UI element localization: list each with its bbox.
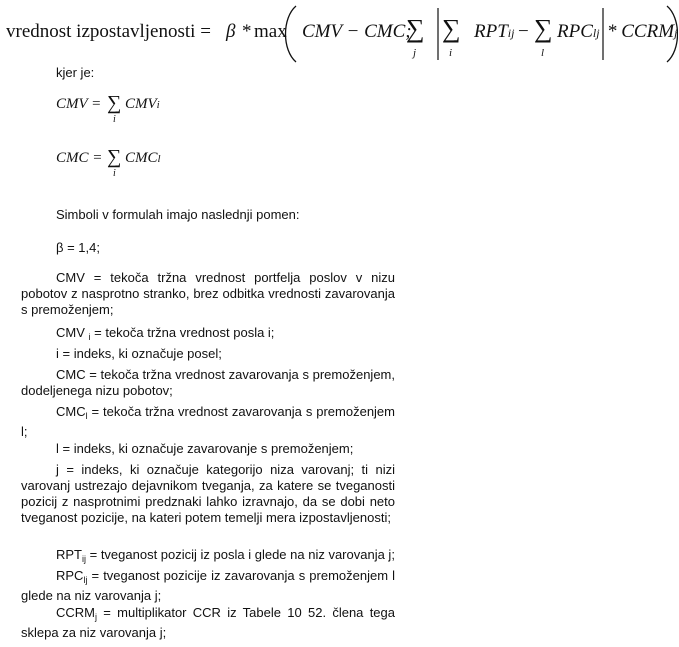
- formula-max: max: [254, 21, 287, 42]
- formula-rpc: RPClj: [557, 21, 600, 42]
- cmc-formula-rhs: CMCl: [125, 150, 161, 166]
- sum-i-index: i: [449, 47, 453, 59]
- def-cmc: CMC = tekoča tržna vrednost zavarovanja s premoženjem, dodeljenega nizu pobotov;: [21, 367, 395, 398]
- sum-j-sign: ∑: [406, 14, 425, 43]
- cmc-sum-sign: ∑: [107, 146, 122, 168]
- def-cmc-l: $CMC_l$ = tekoča tržna vrednost zavarovanja s premoženjem l;: [21, 404, 395, 439]
- def-cmv: CMV = tekoča tržna vrednost portfelja poslov v nizu pobotov z nasprotno stranko, brez odbitka vrednosti zavarovanja s premoženjem;: [21, 270, 395, 317]
- def-ccrm: $CCRM_j$ = multiplikator CCR iz Tabele 10 52. člena tega sklepa za niz varovanja j;: [21, 605, 395, 640]
- def-l: l = indeks, ki označuje zavarovanje s premoženjem;: [56, 441, 354, 456]
- cmv-formula-rhs: CMVi: [125, 96, 160, 112]
- cmc-formula-lhs: CMC =: [56, 150, 103, 166]
- def-rpt: $RPT_{ij}$ = tveganost pozicij iz posla i glede na niz varovanja j;: [56, 547, 395, 564]
- cmv-sum-index: i: [113, 114, 116, 125]
- formula-star: *: [242, 21, 252, 42]
- def-i: i = indeks, ki označuje posel;: [56, 346, 222, 361]
- main-formula: [6, 4, 678, 64]
- left-paren: [286, 6, 297, 62]
- formula-beta: β: [226, 21, 236, 42]
- sum-j-index: j: [413, 47, 417, 59]
- formula-cmv-cmc: CMV − CMC;: [302, 21, 412, 42]
- def-j: j = indeks, ki označuje kategorijo niza varovanj; ti nizi varovanj ustrezajo dejavnikom tveganja, za katere se tveganosti pozicij z nasprotnimi predznaki lahko izravnajo, da se dobi neto tveganost pozicije, na kateri potem temelji mera izpostavljenosti;: [21, 462, 395, 525]
- formula-rpt: RPTij: [474, 21, 515, 42]
- formula-lhs: vrednost izpostavljenosti =: [6, 21, 211, 42]
- sum-l-index: l: [541, 47, 545, 59]
- kjer-label: kjer je:: [56, 65, 95, 80]
- formula-minus: −: [518, 21, 529, 42]
- sum-i-sign: ∑: [442, 14, 461, 43]
- def-rpc: $RPC_{lj}$ = tveganost pozicije iz zavarovanja s premoženjem l glede na niz varovanja j;: [21, 568, 395, 603]
- def-cmv-i: CMV $_i$ = tekoča tržna vrednost posla i;: [56, 325, 275, 342]
- beta-definition: β = 1,4;: [56, 240, 100, 255]
- cmv-sum-sign: ∑: [107, 92, 122, 114]
- sum-l-sign: ∑: [534, 14, 553, 43]
- cmv-formula-lhs: CMV =: [56, 96, 102, 112]
- symbols-intro: Simboli v formulah imajo naslednji pomen:: [56, 207, 300, 222]
- formula-ccrm: * CCRMj: [607, 21, 678, 42]
- cmc-sum-index: i: [113, 168, 116, 179]
